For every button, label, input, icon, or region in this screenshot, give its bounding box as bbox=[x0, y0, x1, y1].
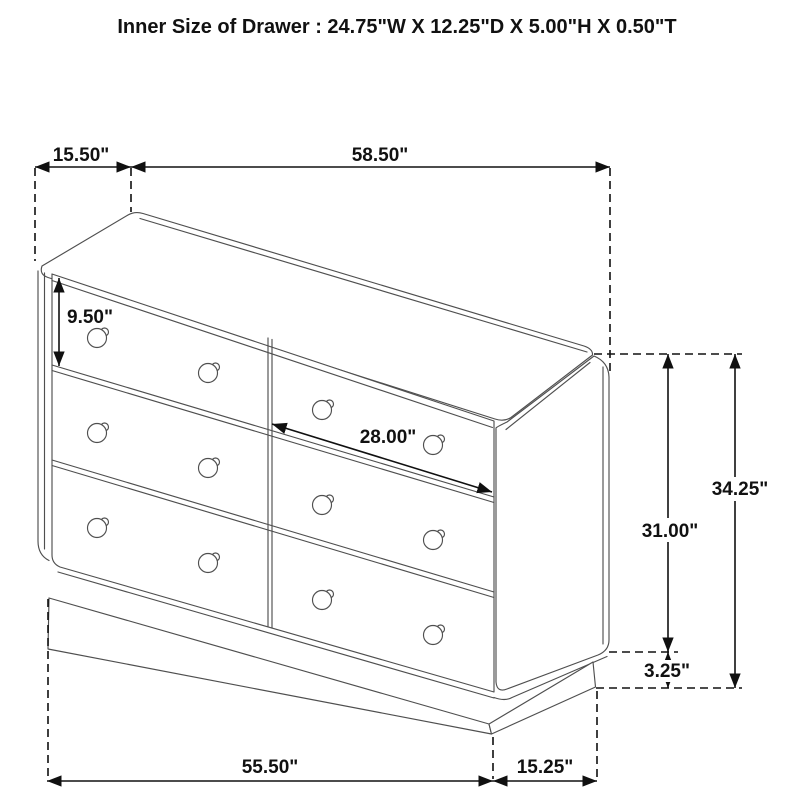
dresser-illustration bbox=[38, 213, 609, 734]
dim-label-bottom-depth: 15.25" bbox=[516, 757, 574, 778]
dim-label-drawer-width: 28.00" bbox=[359, 427, 417, 448]
dim-label-top-depth: 15.50" bbox=[52, 145, 110, 166]
page-title: Inner Size of Drawer : 24.75"W X 12.25"D X 5.00"H X 0.50"T bbox=[117, 16, 677, 38]
dim-label-base-height: 3.25" bbox=[644, 661, 690, 682]
dim-label-body-height: 31.00" bbox=[641, 521, 699, 542]
dim-label-drawer-height: 9.50" bbox=[67, 307, 113, 328]
front-left-edge-lines bbox=[38, 271, 49, 561]
dim-label-total-height: 34.25" bbox=[711, 479, 769, 500]
dim-label-bottom-width: 55.50" bbox=[241, 757, 299, 778]
dim-label-top-width: 58.50" bbox=[351, 145, 409, 166]
